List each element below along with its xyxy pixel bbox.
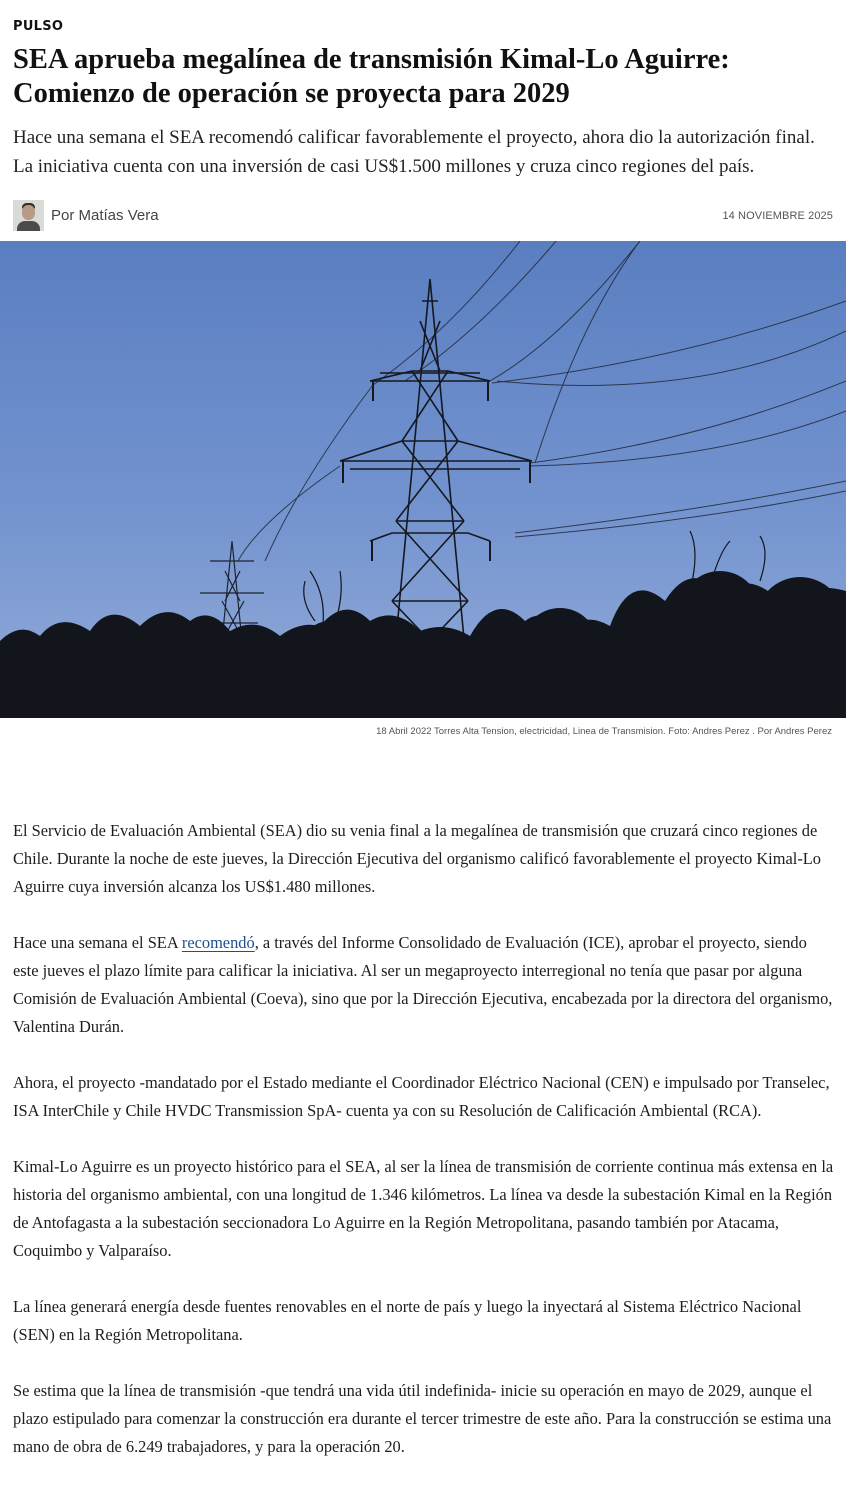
paragraph-6: Se estima que la línea de transmisión -que tendrá una vida útil indefinida- inicie su operación en mayo de 2029, aunque el plazo estipulado para comenzar la construcción era durante el tercer trimestre de este año. Para la construcción se estima una mano de obra de 6.249 trabajadores, y para la operación 20. xyxy=(13,1381,832,1456)
author-avatar[interactable] xyxy=(13,200,44,231)
paragraph-4: Kimal-Lo Aguirre es un proyecto histórico para el SEA, al ser la línea de transmisión de corriente continua más extensa en la historia del organismo ambiental, con una longitud de 1.346 kilómetros. La línea va desde la subestación Kimal en la Región de Antofagasta a la subestación seccionadora Lo Aguirre en la Región Metropolitana, pasando también por Atacama, Coquimbo y Valparaíso. xyxy=(13,1157,834,1260)
section-label[interactable]: PULSO xyxy=(13,19,64,34)
hero-photo xyxy=(0,241,846,718)
photo-caption: 18 Abril 2022 Torres Alta Tension, electricidad, Linea de Transmision. Foto: Andres Perez . Por Andres Perez xyxy=(376,726,832,737)
paragraph-5: La línea generará energía desde fuentes renovables en el norte de país y luego la inyectará al Sistema Eléctrico Nacional (SEN) en la Región Metropolitana. xyxy=(13,1297,802,1344)
author-name[interactable]: Por Matías Vera xyxy=(51,207,159,224)
article-body xyxy=(13,817,835,1489)
paragraph-1: El Servicio de Evaluación Ambiental (SEA) dio su venia final a la megalínea de transmisión que cruzará cinco regiones de Chile. Durante la noche de este jueves, la Dirección Ejecutiva del organismo calificó favorablemente el proyecto Kimal-Lo Aguirre cuya inversión alcanza los US$1.480 millones. xyxy=(13,821,821,896)
paragraph-3: Ahora, el proyecto -mandatado por el Estado mediante el Coordinador Eléctrico Nacional (CEN) e impulsado por Transelec, ISA InterChile y Chile HVDC Transmission SpA- cuenta ya con su Resolución de Calificación Ambiental (RCA). xyxy=(13,1073,830,1120)
byline xyxy=(13,200,833,231)
subhead: Hace una semana el SEA recomendó calificar favorablemente el proyecto, ahora dio la autorización final. La iniciativa cuenta con una inversión de casi US$1.500 millones y cruza cinco regiones del país. xyxy=(13,127,815,177)
publish-date: 14 NOVIEMBRE 2025 xyxy=(722,209,833,222)
recomendo-link[interactable]: recomendó xyxy=(181,933,255,952)
paragraph-2: Hace una semana el SEA recomendó, a través del Informe Consolidado de Evaluación (ICE), aprobar el proyecto, siendo este jueves el plazo límite para calificar la iniciativa. Al ser un megaproyecto interregional no tenía que pasar por alguna Comisión de Evaluación Ambiental (Coeva), sino que por la Dirección Ejecutiva, encabezada por la directora del organismo, Valentina Durán. xyxy=(13,933,833,1036)
headline: SEA aprueba megalínea de transmisión Kimal-Lo Aguirre: Comienzo de operación se proyecta para 2029 xyxy=(13,44,730,109)
